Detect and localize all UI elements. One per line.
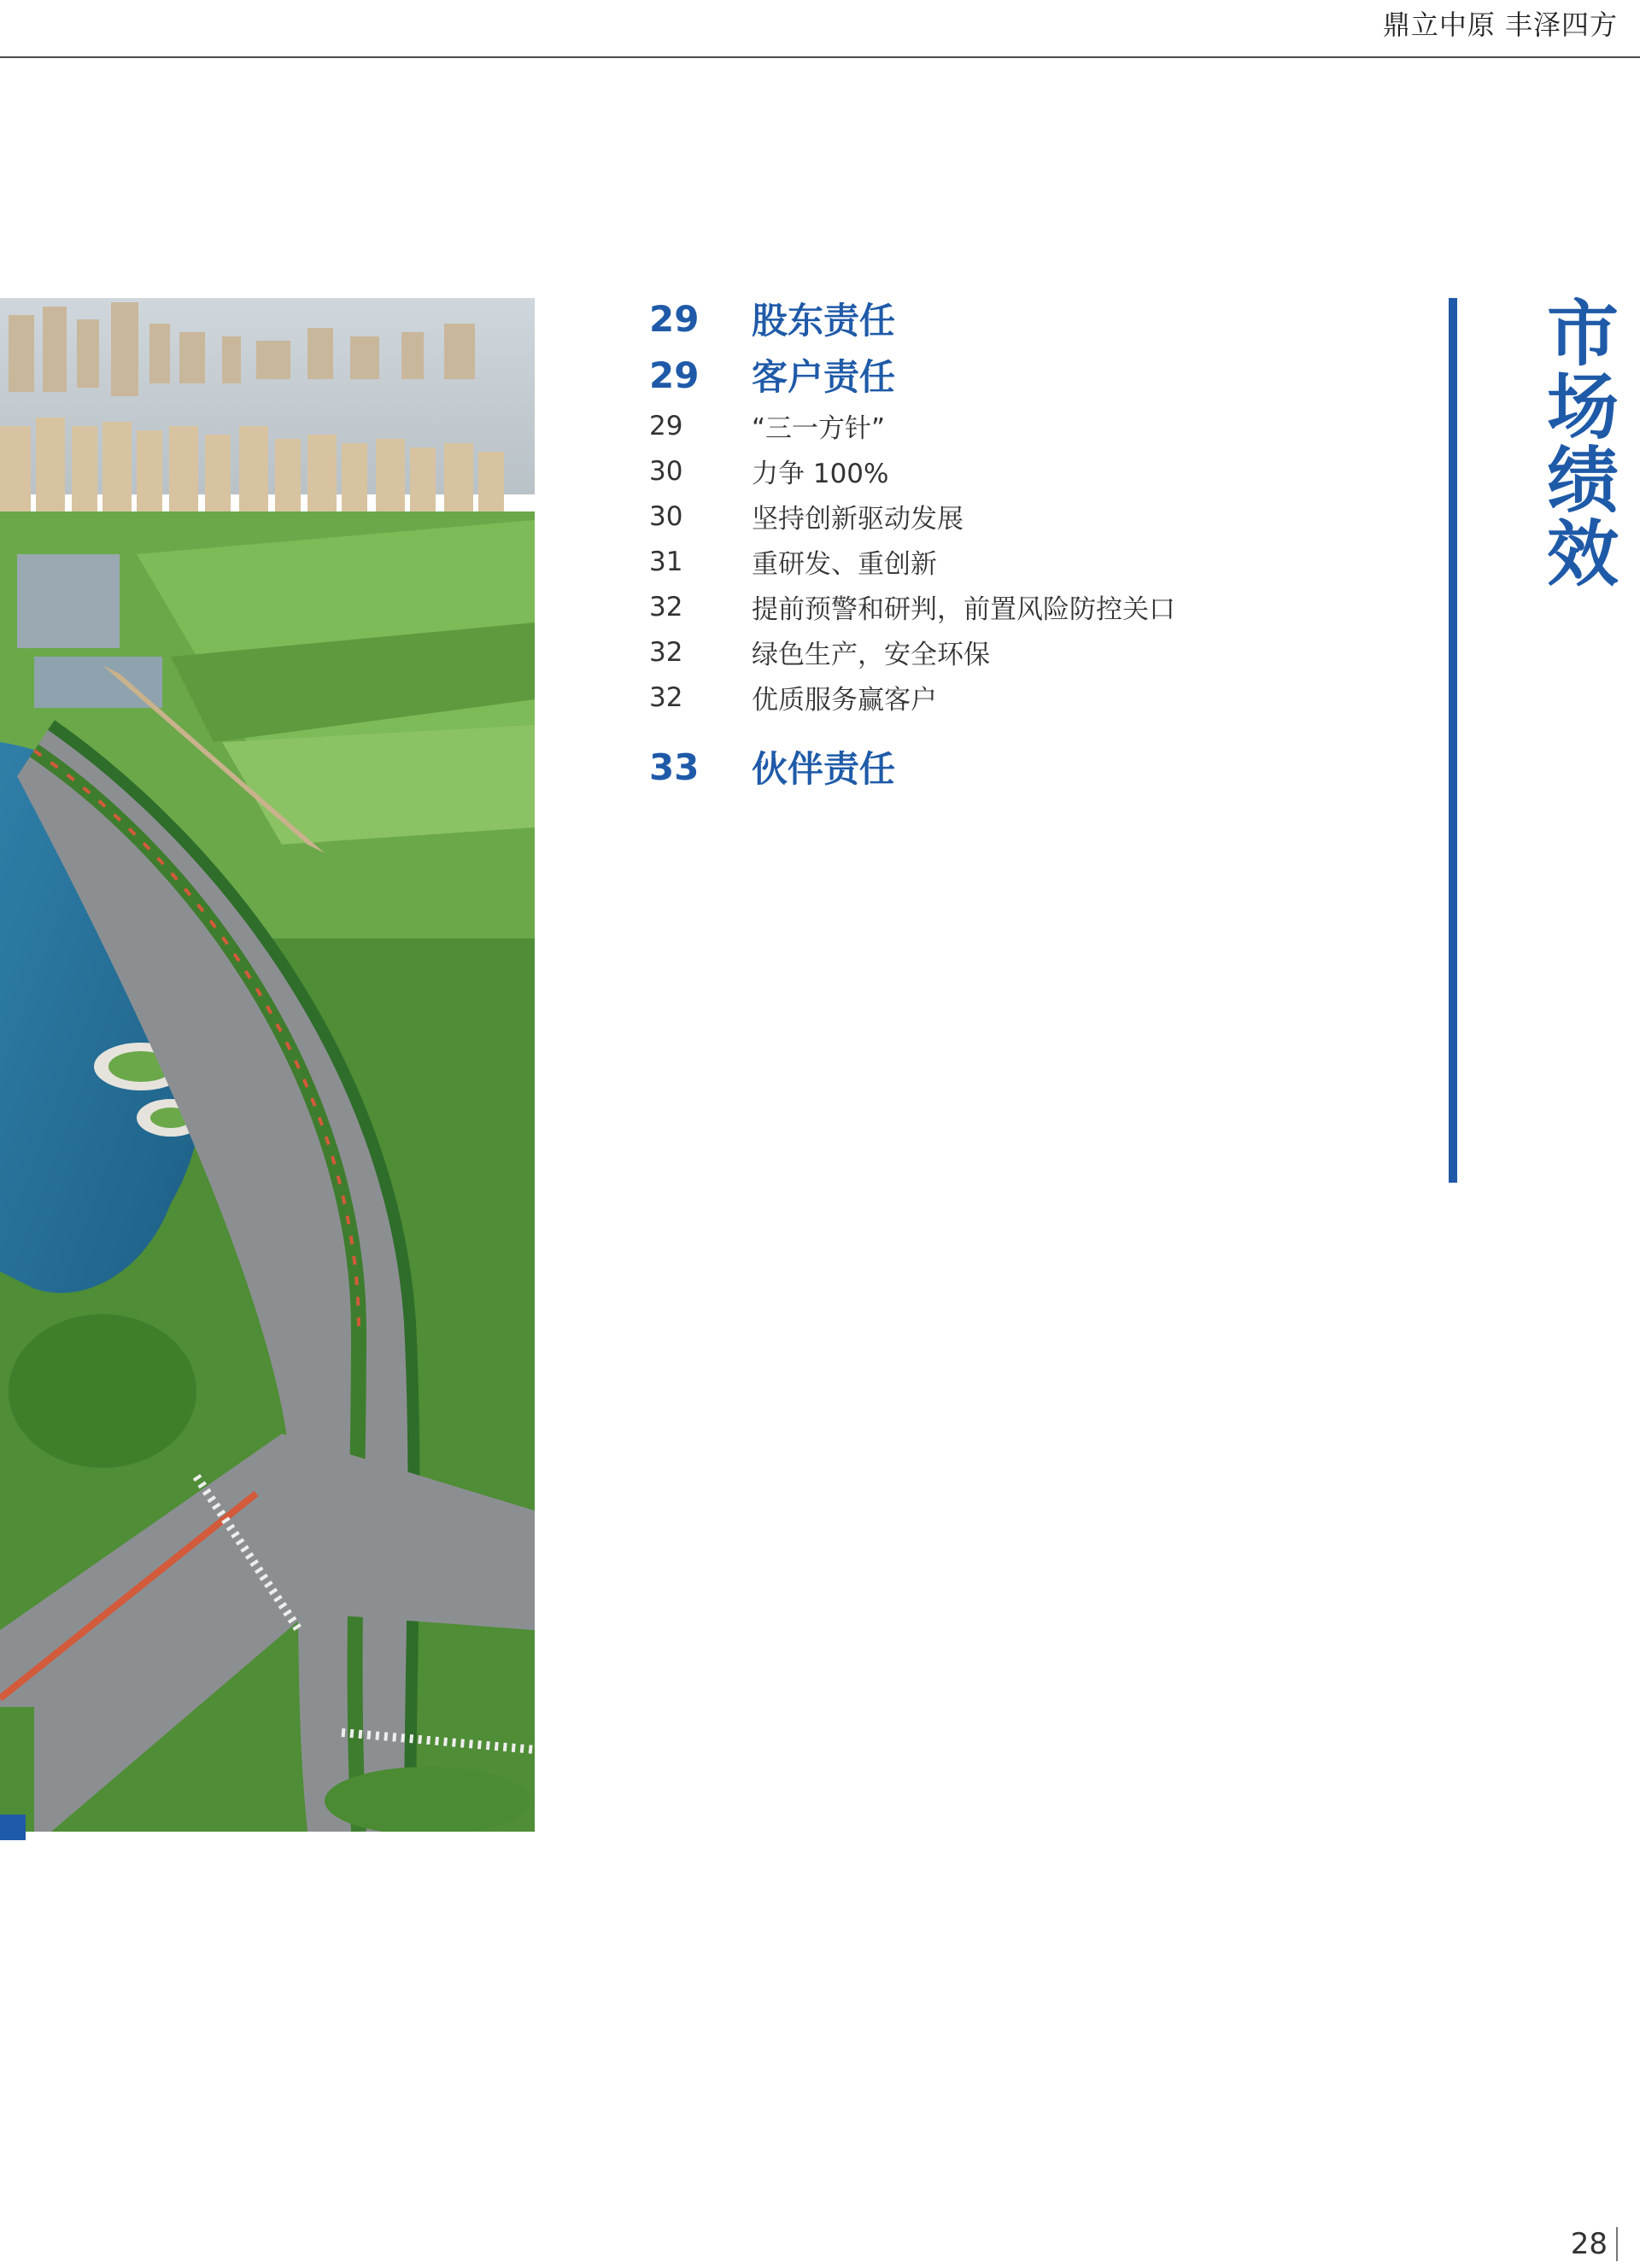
toc-entry[interactable] [649,584,1418,629]
toc-page-number: 32 [649,636,683,668]
toc-label: 股东责任 [752,300,896,342]
toc-entry[interactable] [649,539,1418,584]
aerial-city-photo [0,298,535,1832]
toc-page-number: 29 [649,354,700,396]
toc-entry[interactable] [649,494,1418,539]
page-number: 28 [1571,2227,1618,2261]
toc-label: 提前预警和研判，前置风险防控关口 [752,594,1175,625]
toc-label: 优质服务赢客户 [752,685,937,716]
toc-label: 绿色生产，安全环保 [752,640,990,670]
toc-page-number: 30 [649,455,683,487]
toc-entry[interactable] [649,629,1418,675]
toc-entry[interactable] [649,739,1418,795]
toc-entry[interactable] [649,675,1418,720]
toc-page-number: 29 [649,410,683,441]
section-divider-bar [1449,298,1457,1183]
toc-label: 力争 100% [752,459,889,489]
toc-page-number: 32 [649,591,683,623]
toc-label: 坚持创新驱动发展 [752,504,964,535]
accent-square [0,1815,26,1840]
section-title: 市场绩效 [1546,292,1619,596]
toc-entry[interactable] [649,347,1418,403]
toc-page-number: 32 [649,681,683,713]
toc-page-number: 33 [649,745,700,788]
toc-page-number: 29 [649,297,700,340]
toc-page-number: 30 [649,500,683,532]
header-tagline: 鼎立中原 丰泽四方 [1382,9,1618,41]
table-of-contents [649,290,1418,795]
toc-label: 客户责任 [752,356,896,398]
toc-entry[interactable] [649,448,1418,494]
header-rule [0,56,1640,58]
toc-label: 重研发、重创新 [752,549,937,580]
toc-label: 伙伴责任 [752,748,896,790]
toc-page-number: 31 [649,546,683,577]
toc-label: “三一方针” [752,413,886,444]
toc-entry[interactable] [649,290,1418,347]
toc-entry[interactable] [649,403,1418,448]
